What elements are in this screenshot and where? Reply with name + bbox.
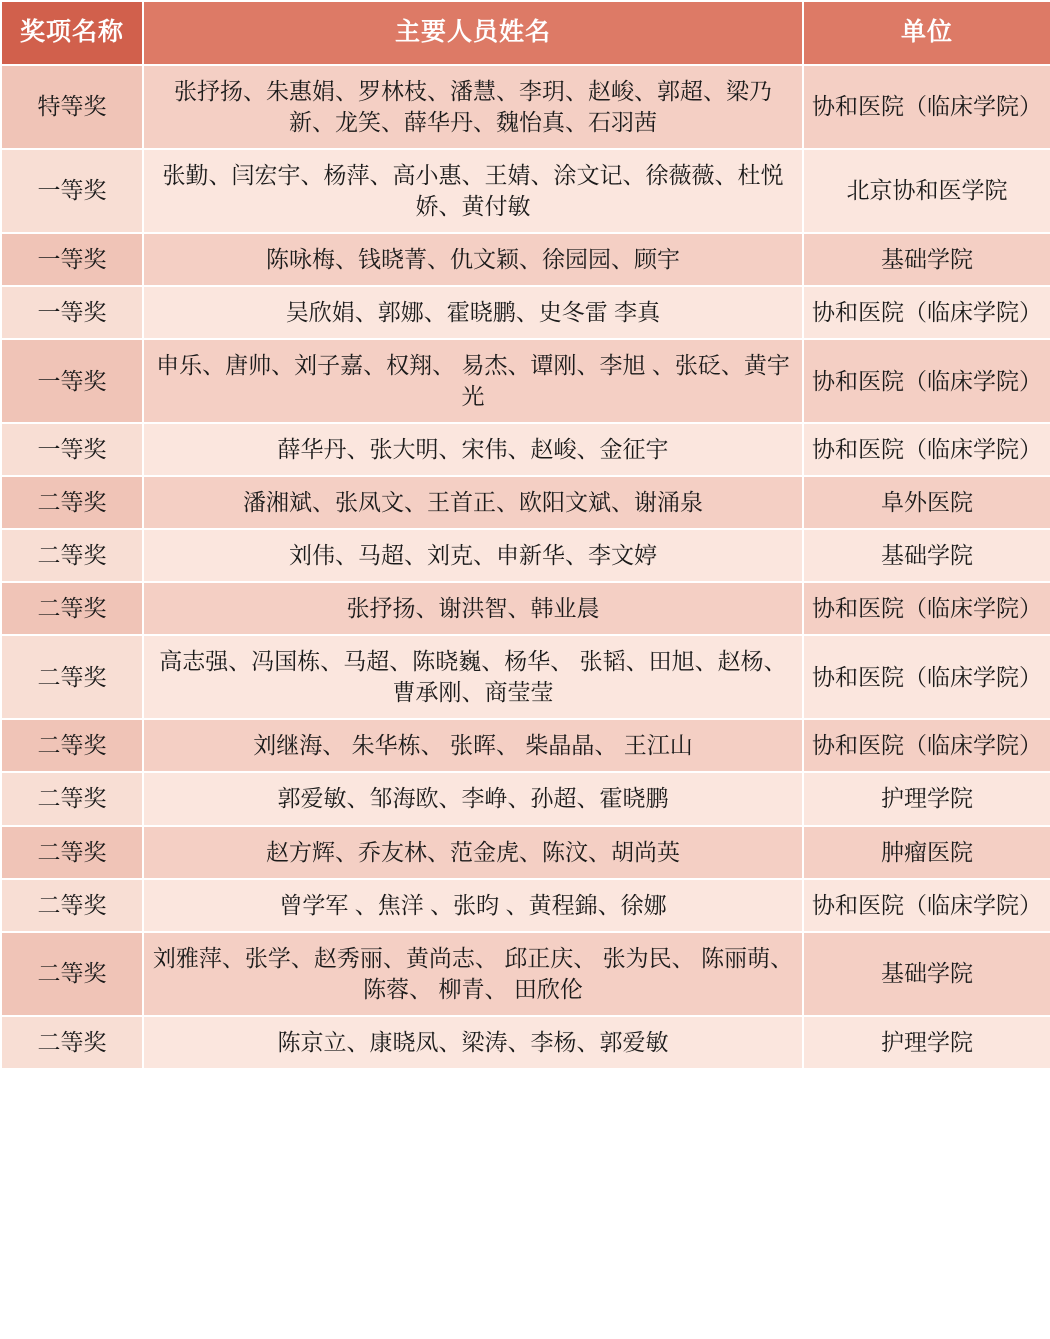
cell-unit: 协和医院（临床学院） — [803, 635, 1050, 719]
cell-unit: 协和医院（临床学院） — [803, 719, 1050, 772]
cell-unit: 基础学院 — [803, 932, 1050, 1016]
table-row — [1, 529, 1050, 582]
table-row — [1, 423, 1050, 476]
table-body — [1, 65, 1050, 1069]
cell-names: 曾学军 、焦洋 、张昀 、黄程錦、徐娜 — [143, 879, 803, 932]
column-header-names: 主要人员姓名 — [143, 1, 803, 65]
cell-unit: 协和医院（临床学院） — [803, 65, 1050, 149]
table-row — [1, 1016, 1050, 1069]
cell-names: 刘伟、马超、刘克、申新华、李文婷 — [143, 529, 803, 582]
table-row — [1, 233, 1050, 286]
table-row — [1, 65, 1050, 149]
table-row — [1, 476, 1050, 529]
cell-award: 一等奖 — [1, 233, 143, 286]
table-header — [1, 1, 1050, 65]
cell-award: 一等奖 — [1, 149, 143, 233]
cell-award: 一等奖 — [1, 423, 143, 476]
table-row — [1, 826, 1050, 879]
cell-award: 一等奖 — [1, 286, 143, 339]
cell-award: 二等奖 — [1, 476, 143, 529]
cell-unit: 护理学院 — [803, 1016, 1050, 1069]
cell-award: 二等奖 — [1, 772, 143, 825]
table-row — [1, 932, 1050, 1016]
cell-names: 薛华丹、张大明、宋伟、赵峻、金征宇 — [143, 423, 803, 476]
cell-unit: 协和医院（临床学院） — [803, 879, 1050, 932]
table-row — [1, 286, 1050, 339]
table-row — [1, 772, 1050, 825]
column-header-award: 奖项名称 — [1, 1, 143, 65]
cell-award: 二等奖 — [1, 932, 143, 1016]
cell-award: 一等奖 — [1, 339, 143, 423]
cell-award: 二等奖 — [1, 719, 143, 772]
cell-names: 郭爱敏、邹海欧、李峥、孙超、霍晓鹏 — [143, 772, 803, 825]
cell-names: 吴欣娟、郭娜、霍晓鹏、史冬雷 李真 — [143, 286, 803, 339]
table-row — [1, 719, 1050, 772]
cell-names: 张勤、闫宏宇、杨萍、高小惠、王婧、涂文记、徐薇薇、杜悦娇、黄付敏 — [143, 149, 803, 233]
cell-award: 二等奖 — [1, 635, 143, 719]
cell-unit: 协和医院（临床学院） — [803, 582, 1050, 635]
table-row — [1, 635, 1050, 719]
cell-unit: 肿瘤医院 — [803, 826, 1050, 879]
cell-unit: 基础学院 — [803, 529, 1050, 582]
cell-names: 陈京立、康晓凤、梁涛、李杨、郭爱敏 — [143, 1016, 803, 1069]
cell-unit: 阜外医院 — [803, 476, 1050, 529]
cell-unit: 北京协和医学院 — [803, 149, 1050, 233]
cell-unit: 护理学院 — [803, 772, 1050, 825]
cell-award: 二等奖 — [1, 582, 143, 635]
table-header-row — [1, 1, 1050, 65]
column-header-unit: 单位 — [803, 1, 1050, 65]
cell-names: 张抒扬、谢洪智、韩业晨 — [143, 582, 803, 635]
cell-names: 高志强、冯国栋、马超、陈晓巍、杨华、 张韬、田旭、赵杨、曹承刚、商莹莹 — [143, 635, 803, 719]
cell-unit: 基础学院 — [803, 233, 1050, 286]
cell-names: 申乐、唐帅、刘子嘉、权翔、 易杰、谭刚、李旭 、张砭、黄宇光 — [143, 339, 803, 423]
table-row — [1, 879, 1050, 932]
table-row — [1, 149, 1050, 233]
cell-names: 潘湘斌、张凤文、王首正、欧阳文斌、谢涌泉 — [143, 476, 803, 529]
cell-award: 二等奖 — [1, 1016, 143, 1069]
table-row — [1, 339, 1050, 423]
cell-unit: 协和医院（临床学院） — [803, 286, 1050, 339]
cell-names: 赵方辉、乔友林、范金虎、陈汶、胡尚英 — [143, 826, 803, 879]
cell-award: 特等奖 — [1, 65, 143, 149]
cell-award: 二等奖 — [1, 529, 143, 582]
cell-unit: 协和医院（临床学院） — [803, 339, 1050, 423]
cell-names: 刘雅萍、张学、赵秀丽、黄尚志、 邱正庆、 张为民、 陈丽萌、 陈蓉、 柳青、 田欣伦 — [143, 932, 803, 1016]
cell-award: 二等奖 — [1, 826, 143, 879]
cell-award: 二等奖 — [1, 879, 143, 932]
cell-names: 陈咏梅、钱晓菁、仇文颖、徐园园、顾宇 — [143, 233, 803, 286]
cell-unit: 协和医院（临床学院） — [803, 423, 1050, 476]
cell-names: 刘继海、 朱华栋、 张晖、 柴晶晶、 王江山 — [143, 719, 803, 772]
table-row — [1, 582, 1050, 635]
cell-names: 张抒扬、朱惠娟、罗林枝、潘慧、李玥、赵峻、郭超、梁乃新、龙笑、薛华丹、魏怡真、石羽茜 — [143, 65, 803, 149]
